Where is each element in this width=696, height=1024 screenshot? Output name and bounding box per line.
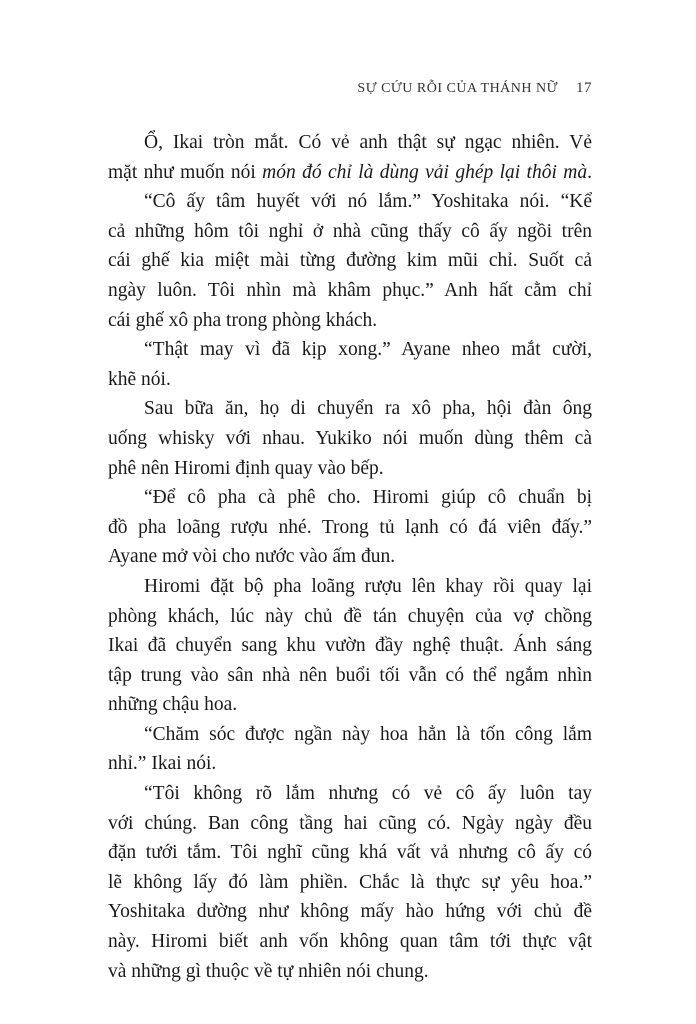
text-span: . bbox=[587, 161, 592, 183]
text-line bbox=[108, 749, 592, 779]
text-line bbox=[108, 661, 592, 691]
text-line bbox=[108, 957, 592, 987]
text-span: và những gì thuộc về tự nhiên nói chung. bbox=[108, 960, 429, 982]
text-span: “Cô ấy tâm huyết với nó lắm.” Yoshitaka nói. “Kể bbox=[144, 191, 592, 213]
text-span: Sau bữa ăn, họ di chuyển ra xô pha, hội đàn ông bbox=[144, 398, 592, 420]
text-line bbox=[108, 690, 592, 720]
text-span: khẽ nói. bbox=[108, 368, 171, 390]
text-line bbox=[108, 513, 592, 543]
text-line bbox=[108, 868, 592, 898]
italic-text: món đó chỉ là dùng vải ghép lại thôi mà bbox=[262, 161, 588, 183]
text-line bbox=[108, 394, 592, 424]
text-line bbox=[108, 335, 592, 365]
text-line bbox=[108, 306, 592, 336]
text-line bbox=[108, 631, 592, 661]
text-span: nhỉ.” Ikai nói. bbox=[108, 753, 217, 775]
text-span: Yoshitaka dường như không mấy hào hứng với chủ đề bbox=[108, 901, 592, 923]
text-line bbox=[108, 572, 592, 602]
text-span: Ikai đã chuyển sang khu vườn đầy nghệ thuật. Ánh sáng bbox=[108, 635, 592, 657]
text-line bbox=[108, 897, 592, 927]
text-line bbox=[108, 365, 592, 395]
text-line bbox=[108, 542, 592, 572]
text-line bbox=[108, 128, 592, 158]
text-span: tập trung vào sân nhà nên buổi tối vẫn có thể ngắm nhìn bbox=[108, 664, 592, 686]
text-span: phê nên Hiromi định quay vào bếp. bbox=[108, 457, 384, 479]
text-line bbox=[108, 276, 592, 306]
text-span: “Để cô pha cà phê cho. Hiromi giúp cô chuẩn bị bbox=[144, 487, 592, 509]
text-line bbox=[108, 927, 592, 957]
text-span: những chậu hoa. bbox=[108, 694, 238, 716]
text-span: lẽ không lấy đó làm phiền. Chắc là thực sự yêu hoa.” bbox=[108, 871, 592, 893]
text-span: “Thật may vì đã kịp xong.” Ayane nheo mắt cười, bbox=[144, 339, 592, 361]
text-span: cái ghế kia miệt mài từng đường kim mũi chỉ. Suốt cả bbox=[108, 250, 592, 272]
text-span: phòng khách, lúc này chủ đề tán chuyện của vợ chồng bbox=[108, 605, 592, 627]
text-span: “Chăm sóc được ngần này hoa hẳn là tốn công lắm bbox=[144, 723, 592, 745]
text-line bbox=[108, 187, 592, 217]
body-text bbox=[108, 128, 592, 986]
text-line bbox=[108, 720, 592, 750]
text-span: ngày luôn. Tôi nhìn mà khâm phục.” Anh hất cằm chỉ bbox=[108, 279, 592, 301]
text-line bbox=[108, 246, 592, 276]
text-span: với chúng. Ban công tầng hai cũng có. Ngày ngày đều bbox=[108, 812, 592, 834]
text-span: đặn tưới tắm. Tôi nghĩ cũng khá vất vả nhưng cô ấy có bbox=[108, 842, 592, 864]
book-title: SỰ CỨU RỖI CỦA THÁNH NỮ bbox=[357, 81, 558, 96]
text-line bbox=[108, 424, 592, 454]
text-span: Ổ, Ikai tròn mắt. Có vẻ anh thật sự ngạc nhiên. Vẻ bbox=[144, 132, 592, 153]
text-span: này. Hiromi biết anh vốn không quan tâm tới thực vật bbox=[108, 931, 592, 953]
page-number: 17 bbox=[576, 80, 592, 96]
text-line bbox=[108, 217, 592, 247]
text-span: Hiromi đặt bộ pha loãng rượu lên khay rồi quay lại bbox=[144, 575, 592, 597]
text-span: mặt như muốn nói bbox=[108, 161, 263, 183]
text-span: cái ghế xô pha trong phòng khách. bbox=[108, 309, 378, 331]
text-span: đồ pha loãng rượu nhé. Trong tủ lạnh có đá viên đấy.” bbox=[108, 516, 592, 538]
text-span: Ayane mở vòi cho nước vào ấm đun. bbox=[108, 546, 396, 568]
text-line bbox=[108, 809, 592, 839]
text-line bbox=[108, 602, 592, 632]
text-line bbox=[108, 838, 592, 868]
running-head bbox=[357, 80, 592, 97]
text-line bbox=[108, 483, 592, 513]
text-span: uống whisky với nhau. Yukiko nói muốn dùng thêm cà bbox=[108, 427, 592, 449]
text-line bbox=[108, 779, 592, 809]
text-span: “Tôi không rõ lắm nhưng có vẻ cô ấy luôn tay bbox=[144, 783, 592, 805]
text-line bbox=[108, 158, 592, 188]
text-line bbox=[108, 454, 592, 484]
text-span: cả những hôm tôi nghỉ ở nhà cũng thấy cô ấy ngồi trên bbox=[108, 220, 592, 242]
